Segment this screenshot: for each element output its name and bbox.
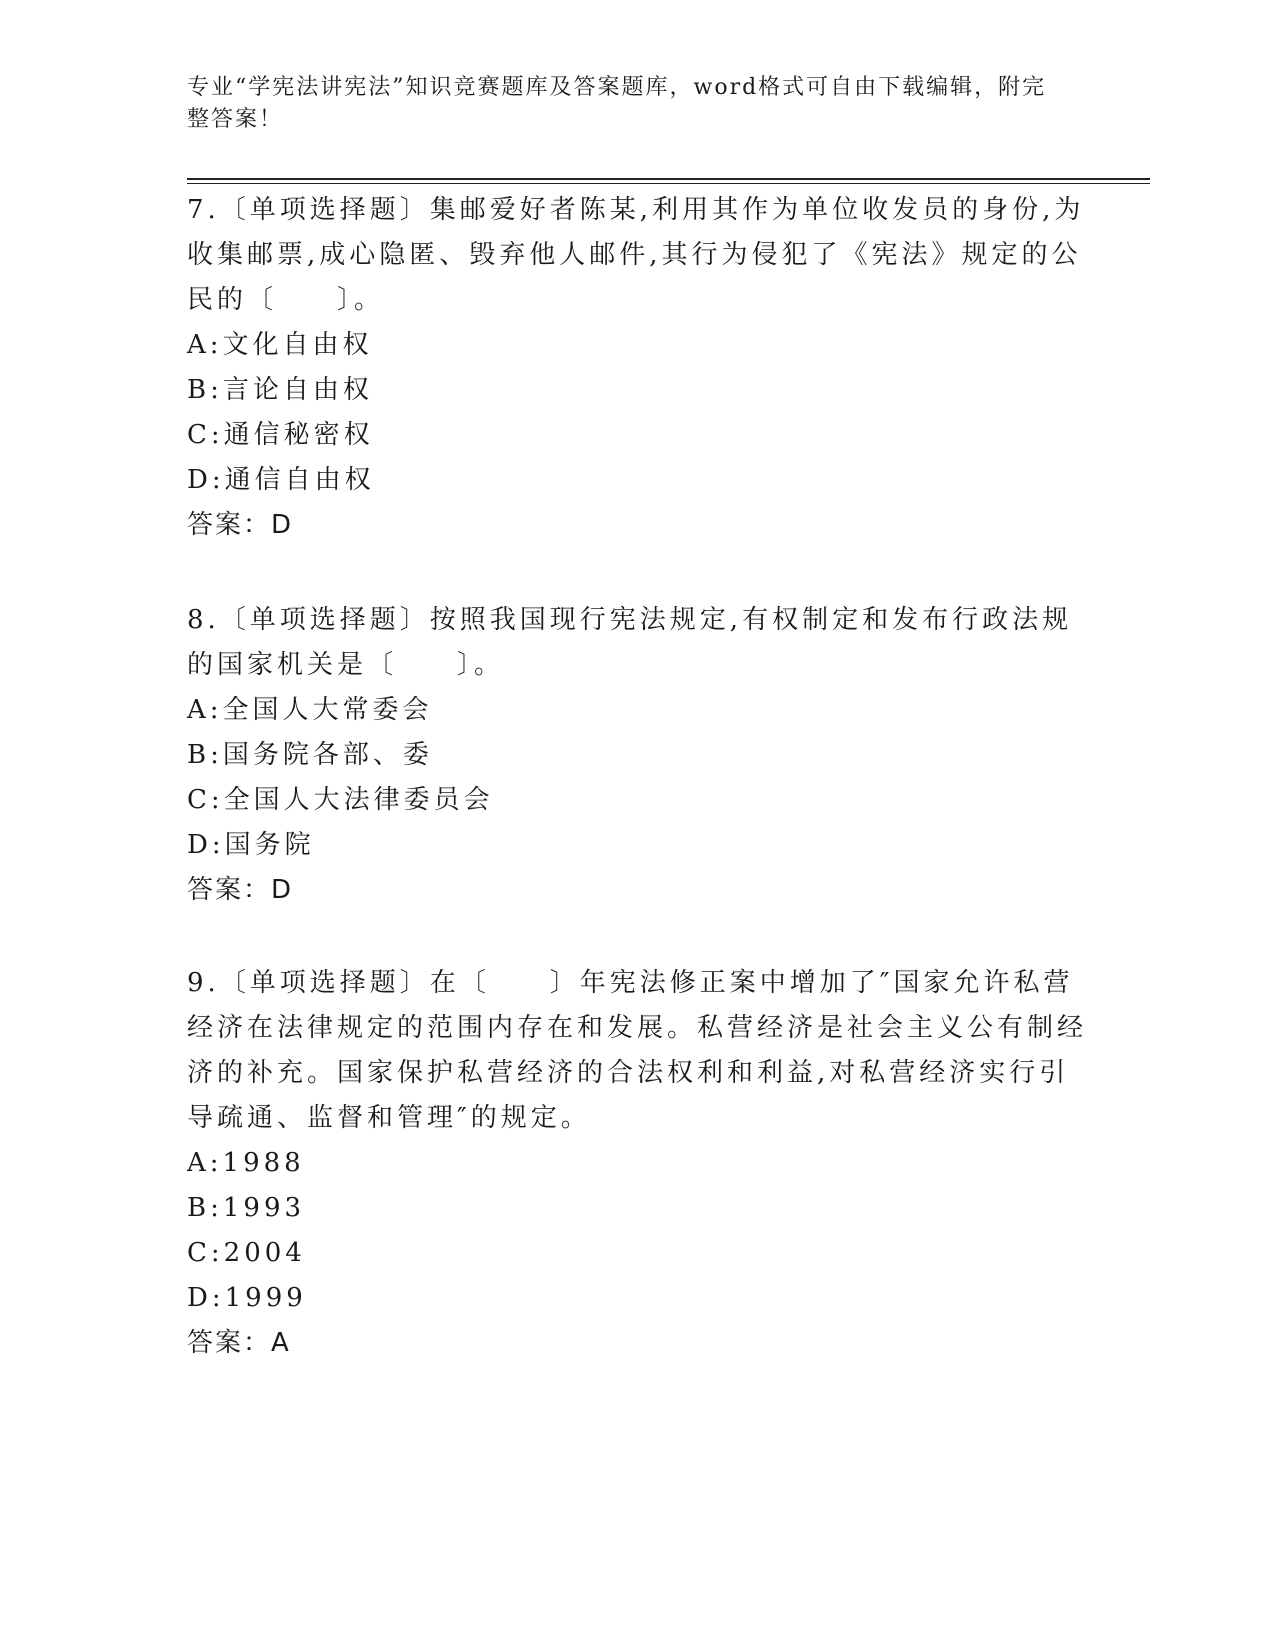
question-stem: 8.〔单项选择题〕按照我国现行宪法规定,有权制定和发布行政法规的国家机关是〔 〕。 bbox=[187, 605, 1073, 680]
header-divider-thin bbox=[187, 183, 1150, 184]
question-9 bbox=[187, 961, 1087, 1366]
option-b: B:国务院各部、委 bbox=[187, 740, 433, 770]
option-c: C:2004 bbox=[187, 1238, 306, 1268]
option-d: D:通信自由权 bbox=[187, 465, 375, 495]
option-a: A:1988 bbox=[187, 1148, 305, 1178]
option-c: C:通信秘密权 bbox=[187, 420, 374, 450]
answer-line: 答案：D bbox=[187, 875, 294, 905]
answer-line: 答案：A bbox=[187, 1328, 291, 1358]
question-8 bbox=[187, 598, 1087, 913]
option-d: D:国务院 bbox=[187, 830, 315, 860]
header-divider-thick bbox=[187, 178, 1150, 180]
answer-line: 答案：D bbox=[187, 510, 294, 540]
question-stem: 7.〔单项选择题〕集邮爱好者陈某,利用其作为单位收发员的身份,为收集邮票,成心隐匿、毁弃他人邮件,其行为侵犯了《宪法》规定的公民的〔 〕。 bbox=[187, 195, 1085, 315]
option-c: C:全国人大法律委员会 bbox=[187, 785, 494, 815]
question-7 bbox=[187, 188, 1087, 548]
option-d: D:1999 bbox=[187, 1283, 307, 1313]
option-b: B:1993 bbox=[187, 1193, 306, 1223]
option-a: A:全国人大常委会 bbox=[187, 695, 433, 725]
document-header-title: 专业“学宪法讲宪法”知识竞赛题库及答案题库，word格式可自由下载编辑，附完整答案！ bbox=[187, 75, 1047, 132]
question-stem: 9.〔单项选择题〕在〔 〕年宪法修正案中增加了″国家允许私营经济在法律规定的范围内存在和发展。私营经济是社会主义公有制经济的补充。国家保护私营经济的合法权利和利益,对私营经济实行引导疏通、监督和管理″的规定。 bbox=[187, 968, 1088, 1133]
option-b: B:言论自由权 bbox=[187, 375, 373, 405]
option-a: A:文化自由权 bbox=[187, 330, 373, 360]
